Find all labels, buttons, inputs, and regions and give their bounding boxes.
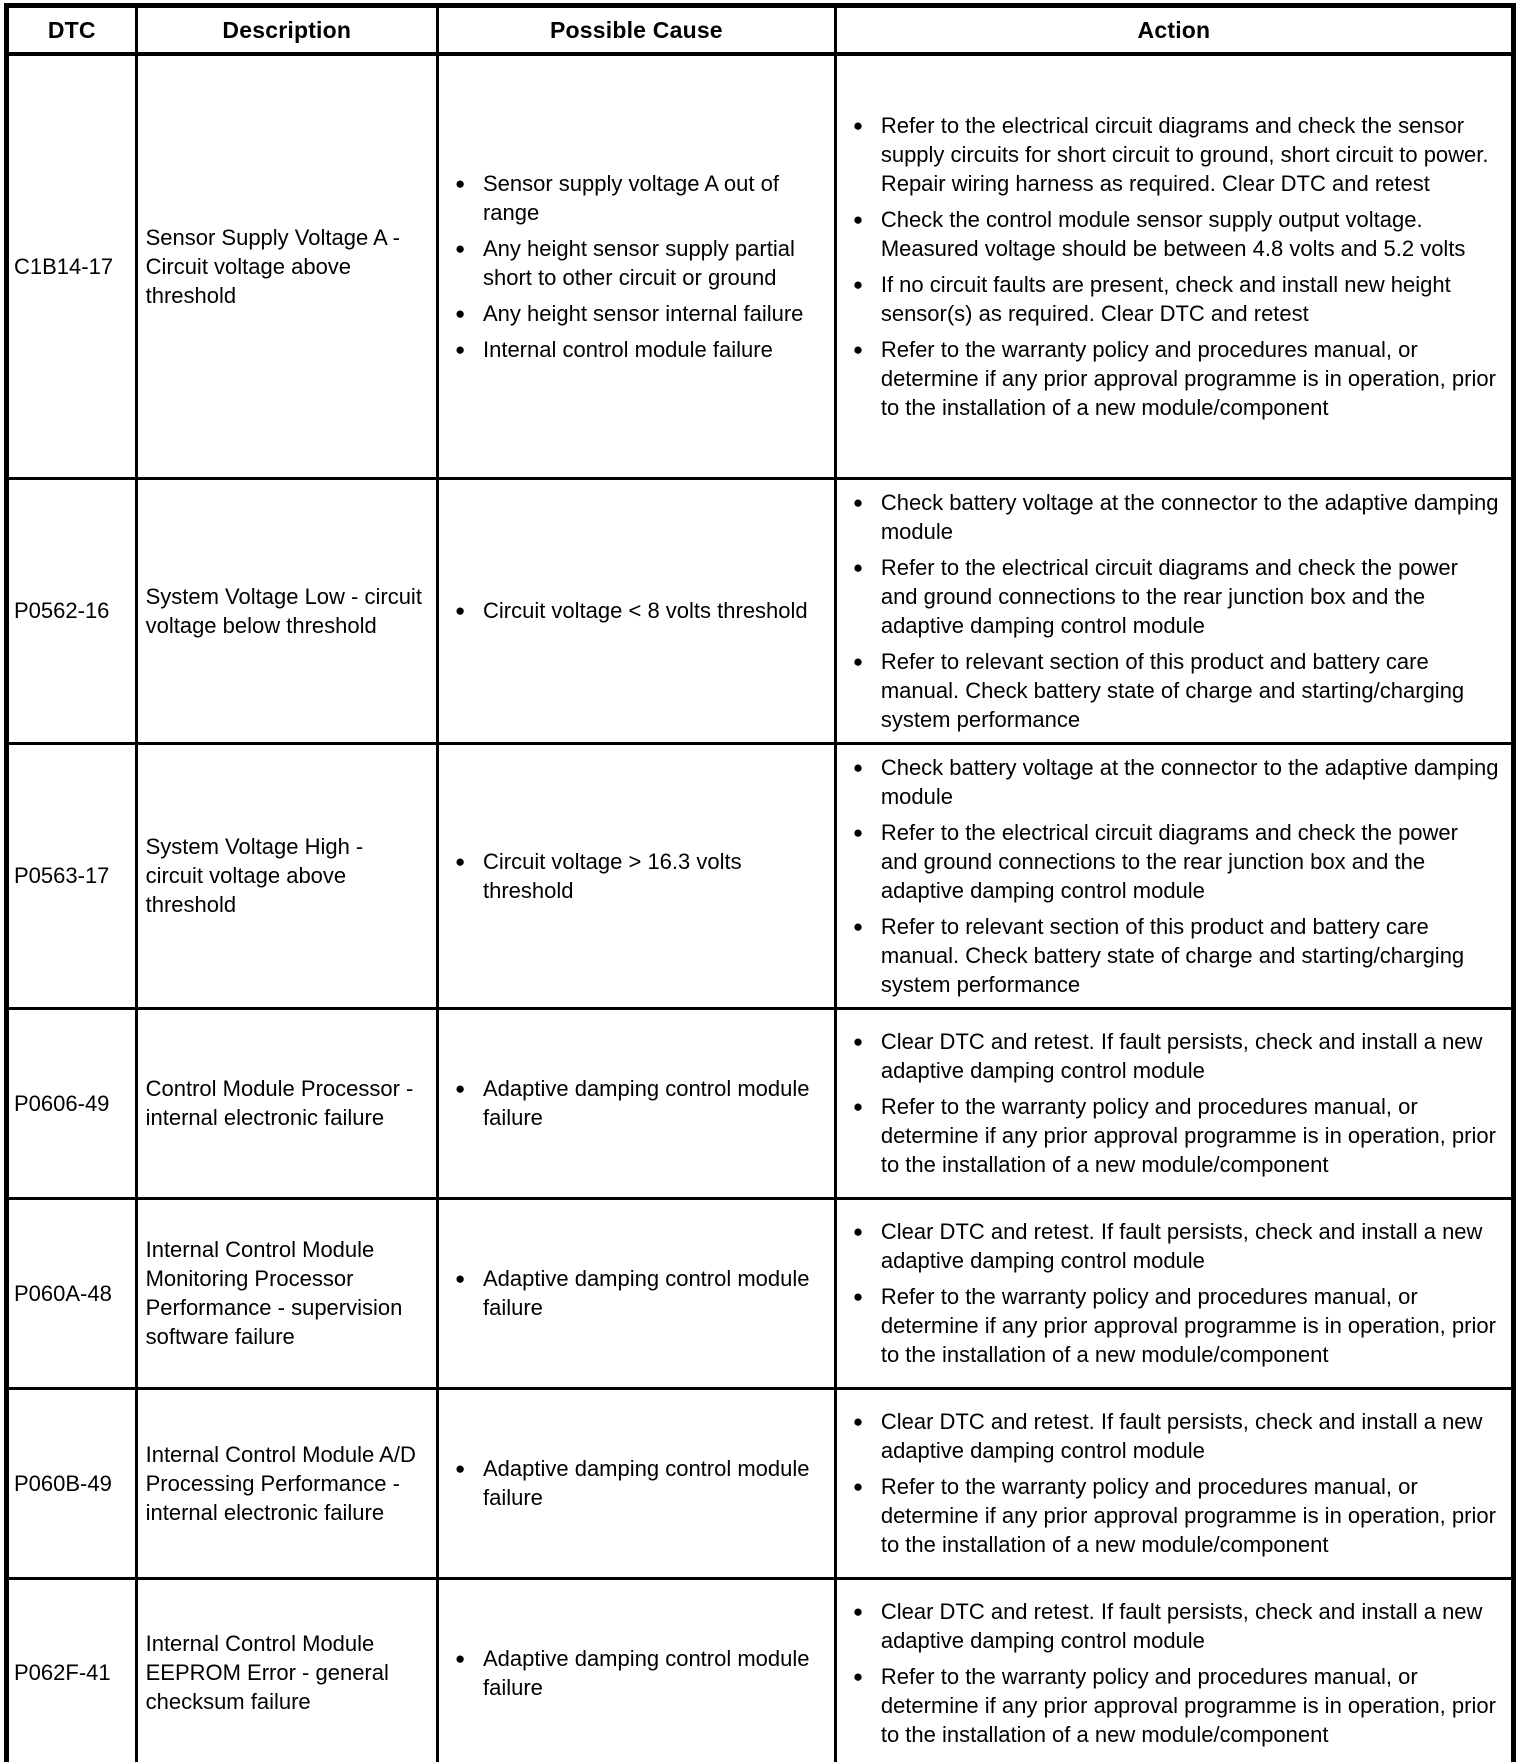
bullet-icon: ●	[454, 851, 466, 871]
table-row	[7, 54, 1514, 478]
bullet-icon: ●	[852, 492, 864, 512]
cause-text: Any height sensor supply partial short to other circuit or ground	[482, 235, 795, 290]
dtc-code: P0606-49	[7, 1008, 137, 1198]
column-header-description: Description	[136, 6, 437, 55]
action-item	[853, 1282, 1499, 1369]
possible-cause-cell	[437, 743, 835, 1008]
table-row	[7, 1578, 1514, 1762]
cause-text: Circuit voltage < 8 volts threshold	[482, 598, 808, 623]
bullet-icon: ●	[852, 557, 864, 577]
cause-item	[455, 847, 822, 905]
cause-item	[455, 1074, 822, 1132]
action-item	[853, 912, 1499, 999]
table-row	[7, 478, 1514, 743]
column-header-action: Action	[835, 6, 1513, 55]
bullet-icon: ●	[454, 238, 466, 258]
dtc-description: Control Module Processor - internal electronic failure	[136, 1008, 437, 1198]
cause-item	[455, 335, 822, 364]
dtc-description: System Voltage High - circuit voltage above threshold	[136, 743, 437, 1008]
action-cell	[835, 1198, 1513, 1388]
bullet-icon: ●	[852, 1222, 864, 1241]
action-item	[853, 270, 1499, 328]
dtc-code: C1B14-17	[7, 54, 137, 478]
action-item	[853, 1407, 1499, 1465]
bullet-icon: ●	[454, 601, 466, 620]
bullet-icon: ●	[454, 173, 466, 193]
cause-text: Circuit voltage > 16.3 volts threshold	[482, 848, 742, 903]
action-item	[853, 488, 1499, 546]
cause-text: Adaptive damping control module failure	[482, 1076, 810, 1130]
action-item	[853, 553, 1499, 640]
cause-text: Adaptive damping control module failure	[482, 1456, 810, 1510]
action-text: Refer to the warranty policy and procedures manual, or determine if any prior approval programme is in operation, prior to the installation of a new module/component	[880, 336, 1496, 420]
action-item	[853, 1662, 1499, 1749]
action-text: Refer to the electrical circuit diagrams and check the power and ground connections to the rear junction box and the adaptive damping control module	[880, 554, 1458, 638]
cause-item	[455, 596, 822, 625]
dtc-description: Internal Control Module Monitoring Processor Performance - supervision software failure	[136, 1198, 437, 1388]
dtc-code: P062F-41	[7, 1578, 137, 1762]
cause-item	[455, 1264, 822, 1322]
dtc-code: P0563-17	[7, 743, 137, 1008]
bullet-icon: ●	[852, 1666, 864, 1686]
bullet-icon: ●	[852, 339, 864, 359]
action-item	[853, 335, 1499, 422]
bullet-icon: ●	[852, 274, 864, 294]
action-text: Check battery voltage at the connector to the adaptive damping module	[880, 489, 1499, 544]
bullet-icon: ●	[852, 1287, 864, 1306]
bullet-icon: ●	[852, 209, 864, 229]
bullet-icon: ●	[454, 1459, 466, 1478]
action-item	[853, 1597, 1499, 1655]
action-text: Clear DTC and retest. If fault persists, check and install a new adaptive damping control module	[880, 1219, 1483, 1273]
table-row	[7, 743, 1514, 1008]
dtc-code: P060B-49	[7, 1388, 137, 1578]
bullet-icon: ●	[852, 651, 864, 671]
action-item	[853, 1217, 1499, 1275]
action-text: Refer to the warranty policy and procedures manual, or determine if any prior approval programme is in operation, prior to the installation of a new module/component	[880, 1094, 1496, 1177]
action-cell	[835, 1388, 1513, 1578]
action-text: Clear DTC and retest. If fault persists, check and install a new adaptive damping control module	[880, 1409, 1483, 1463]
bullet-icon: ●	[454, 1079, 466, 1098]
action-item	[853, 647, 1499, 734]
action-text: Refer to relevant section of this product and battery care manual. Check battery state of charge and starting/charging system performance	[880, 913, 1465, 997]
possible-cause-cell	[437, 1198, 835, 1388]
cause-text: Sensor supply voltage A out of range	[482, 170, 779, 225]
dtc-table	[4, 3, 1516, 1762]
possible-cause-cell	[437, 1578, 835, 1762]
bullet-icon: ●	[454, 1648, 466, 1668]
cause-item	[455, 234, 822, 292]
bullet-icon: ●	[852, 1032, 864, 1051]
action-text: Refer to the warranty policy and procedures manual, or determine if any prior approval programme is in operation, prior to the installation of a new module/component	[880, 1663, 1496, 1747]
possible-cause-cell	[437, 1388, 835, 1578]
action-item	[853, 111, 1499, 198]
cause-text: Any height sensor internal failure	[482, 300, 804, 326]
header-row	[7, 6, 1514, 55]
possible-cause-cell	[437, 54, 835, 478]
table-row	[7, 1198, 1514, 1388]
dtc-description: Internal Control Module EEPROM Error - general checksum failure	[136, 1578, 437, 1762]
action-item	[853, 753, 1499, 811]
action-item	[853, 1472, 1499, 1559]
possible-cause-cell	[437, 478, 835, 743]
dtc-description: Sensor Supply Voltage A - Circuit voltage above threshold	[136, 54, 437, 478]
action-text: Refer to the electrical circuit diagrams and check the sensor supply circuits for short circuit to ground, short circuit to power. Repair wiring harness as required. Clear DTC and retest	[880, 112, 1489, 196]
bullet-icon: ●	[852, 1412, 864, 1431]
cause-text: Internal control module failure	[482, 336, 773, 362]
action-cell	[835, 743, 1513, 1008]
action-text: Refer to the warranty policy and procedures manual, or determine if any prior approval programme is in operation, prior to the installation of a new module/component	[880, 1474, 1496, 1557]
cause-text: Adaptive damping control module failure	[482, 1266, 810, 1320]
table-row	[7, 1388, 1514, 1578]
action-text: If no circuit faults are present, check and install new height sensor(s) as required. Clear DTC and retest	[880, 271, 1451, 326]
dtc-code: P060A-48	[7, 1198, 137, 1388]
action-text: Refer to relevant section of this product and battery care manual. Check battery state of charge and starting/charging system performance	[880, 648, 1465, 732]
cause-item	[455, 1454, 822, 1512]
column-header-dtc: DTC	[7, 6, 137, 55]
bullet-icon: ●	[852, 822, 864, 842]
table-row	[7, 1008, 1514, 1198]
column-header-possible-cause: Possible Cause	[437, 6, 835, 55]
cause-item	[455, 299, 822, 328]
bullet-icon: ●	[454, 1269, 466, 1288]
bullet-icon: ●	[454, 339, 466, 359]
action-cell	[835, 1008, 1513, 1198]
bullet-icon: ●	[852, 1097, 864, 1116]
action-item	[853, 205, 1499, 263]
cause-item	[455, 1644, 822, 1702]
action-text: Clear DTC and retest. If fault persists, check and install a new adaptive damping control module	[880, 1029, 1483, 1083]
action-cell	[835, 478, 1513, 743]
action-text: Clear DTC and retest. If fault persists, check and install a new adaptive damping control module	[880, 1598, 1483, 1653]
cause-text: Adaptive damping control module failure	[482, 1645, 810, 1700]
possible-cause-cell	[437, 1008, 835, 1198]
bullet-icon: ●	[852, 916, 864, 936]
cause-item	[455, 169, 822, 227]
action-text: Refer to the warranty policy and procedures manual, or determine if any prior approval programme is in operation, prior to the installation of a new module/component	[880, 1284, 1496, 1367]
bullet-icon: ●	[454, 303, 466, 323]
dtc-description: System Voltage Low - circuit voltage below threshold	[136, 478, 437, 743]
dtc-description: Internal Control Module A/D Processing Performance - internal electronic failure	[136, 1388, 437, 1578]
action-cell	[835, 1578, 1513, 1762]
action-item	[853, 818, 1499, 905]
bullet-icon: ●	[852, 1601, 864, 1621]
dtc-code: P0562-16	[7, 478, 137, 743]
bullet-icon: ●	[852, 757, 864, 777]
action-text: Check battery voltage at the connector to the adaptive damping module	[880, 754, 1499, 809]
bullet-icon: ●	[852, 1477, 864, 1496]
action-text: Refer to the electrical circuit diagrams and check the power and ground connections to the rear junction box and the adaptive damping control module	[880, 819, 1458, 903]
action-item	[853, 1027, 1499, 1085]
bullet-icon: ●	[852, 115, 864, 135]
action-text: Check the control module sensor supply output voltage. Measured voltage should be between 4.8 volts and 5.2 volts	[880, 206, 1466, 261]
action-cell	[835, 54, 1513, 478]
action-item	[853, 1092, 1499, 1179]
